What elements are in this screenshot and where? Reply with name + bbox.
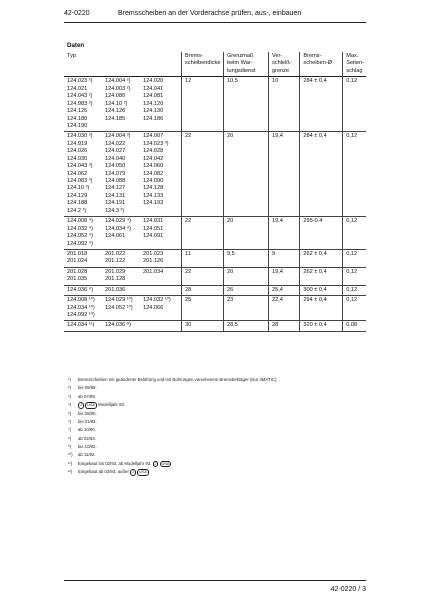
cell-types (64, 132, 182, 217)
type-code: 124.008 ¹⁰) (67, 297, 95, 304)
footnote-number: ⁷) (68, 427, 71, 433)
type-code: 124.120 (143, 100, 164, 107)
page-number: 42-0220 / 3 (330, 586, 366, 593)
market-badge: J (80, 403, 82, 408)
type-code: 124.003 ²) (105, 85, 131, 92)
cell-wear-limit: 9 (268, 249, 299, 267)
footnote (68, 460, 368, 468)
cell-runout: 0,12 (346, 250, 358, 257)
cell-diameter: 294 ± 0,4 (300, 296, 343, 321)
type-code: 124.052 ¹⁰) (105, 304, 133, 311)
type-code: 124.092 ⁴) (67, 240, 94, 247)
table-row (64, 267, 366, 285)
type-code: 124.092 ¹⁰) (67, 312, 95, 318)
footnote-number: ¹¹) (68, 460, 73, 466)
cell-service-limit: 28,5 (223, 321, 268, 331)
type-code: 201.029 (105, 268, 126, 275)
type-code: 124.128 (143, 185, 164, 192)
footer-rule (64, 580, 366, 581)
cell-wear-limit: 22,4 (268, 296, 299, 321)
data-table (64, 52, 366, 332)
type-code: 124.021 (67, 85, 88, 92)
cell-wear-limit: 10 (268, 77, 299, 132)
cell-runout: 0,08 (346, 322, 358, 329)
footnote-text: ab 07/89. (78, 393, 96, 399)
type-code: 124.020 (143, 78, 164, 85)
cell-diameter: 262 ± 0,4 (300, 267, 343, 285)
type-code: 124.028 (143, 148, 164, 155)
type-code: 124.062 (67, 170, 88, 177)
type-code: 124.081 (143, 93, 164, 100)
type-code: 124.041 (143, 85, 164, 92)
type-code: 124.10 ²) (105, 100, 128, 107)
type-code: 201.023 (143, 250, 164, 257)
market-badge: USA (139, 470, 148, 475)
cell-diameter: 300 ± 0,4 (300, 285, 343, 295)
market-badge: J (154, 461, 157, 466)
footnote-text: ab 10/90. (78, 427, 96, 433)
type-code: 124.022 (105, 140, 126, 147)
footnote-number: ⁹) (68, 444, 72, 449)
footnote (68, 376, 368, 384)
footnote-number: ⁶) (68, 418, 72, 424)
type-code: 124.008 ⁴) (67, 218, 94, 225)
cell-wear-limit: 19,4 (268, 267, 299, 285)
cell-service-limit: 23 (223, 296, 268, 321)
cell-diameter: 320 ± 0,4 (300, 321, 343, 331)
type-code: 201.122 (105, 258, 126, 265)
type-code: 201.126 (143, 258, 164, 265)
type-code: 124.3 ³) (105, 207, 125, 214)
type-code: 124.052 ⁴) (67, 233, 94, 240)
cell-types (64, 217, 182, 250)
footnote (68, 418, 368, 426)
type-code: 201.022 (105, 250, 126, 257)
cell-runout: 0,12 (346, 78, 358, 85)
type-code: 201.024 (67, 258, 88, 265)
cell-types (64, 321, 182, 331)
cell-types (64, 77, 182, 132)
footnote-text: bis 08/90. (78, 410, 97, 416)
footnote (68, 393, 368, 401)
type-code: 124.030 ³) (67, 133, 93, 140)
cell-thickness: 25 (182, 296, 224, 321)
cell-runout: 0,12 (346, 218, 358, 225)
footnote-number: ⁵) (68, 410, 72, 416)
column-header-wear-limit: Ver- schleiß- grenze (268, 52, 299, 77)
column-header-typ: Typ (64, 52, 182, 77)
type-code: 201.128 (105, 276, 126, 283)
type-code: 124.027 (105, 148, 126, 155)
table-row (64, 285, 366, 295)
cell-types (64, 296, 182, 321)
type-code: 124.186 (143, 115, 164, 122)
cell-thickness: 12 (182, 77, 224, 132)
type-code: 124.034 ⁴) (105, 225, 132, 232)
footnote (68, 468, 368, 476)
type-code: 124.026 (67, 148, 88, 155)
cell-diameter: 284 ± 0,4 (300, 77, 343, 132)
footnote-text: bis 06/89. (78, 385, 97, 391)
footnote-text: Bremsscheiben mit geänderter Belüftung und mit Bohrungen versehenem Bremsbelträger (Nur 4MATIC). (78, 377, 278, 382)
type-code: 124.133 (143, 192, 164, 199)
type-code: 124.191 (105, 200, 126, 207)
cell-runout: 0,12 (346, 286, 358, 293)
type-code: 124.034 ¹¹) (67, 322, 95, 329)
footnote-text: Eingebaut ab 03/93, außer (78, 469, 129, 475)
type-code: 124.034 ¹⁰) (67, 304, 95, 311)
type-code: 124.050 (105, 163, 126, 170)
type-code: 124.029 ¹⁰) (105, 297, 133, 304)
type-code: 124.061 (105, 233, 126, 240)
footnote (68, 384, 368, 392)
footnote-text: Modelljahr 93. (98, 402, 126, 408)
type-code: 124.082 (143, 170, 164, 177)
footnote-number: ⁴) (68, 402, 72, 408)
type-code: 201.018 (67, 250, 88, 257)
type-code: 124.032 ¹⁰) (143, 297, 171, 304)
type-code: 124.088 (105, 178, 126, 184)
page-title: Bremsscheiben an der Vorderachse prüfen, aus-, einbauen (118, 10, 302, 17)
type-code: 124.042 (143, 155, 164, 162)
table-row (64, 217, 366, 250)
type-code: 124.079 (105, 170, 126, 177)
doc-number: 42-0220 (64, 10, 90, 17)
table-row (64, 77, 366, 132)
cell-types (64, 285, 182, 295)
type-code: 124.126 (105, 108, 126, 115)
type-code: 124.080 (105, 93, 126, 100)
type-code: 124.125 (67, 108, 88, 115)
cell-diameter: 284 ± 0,4 (300, 132, 343, 217)
footnote-number: ¹) (68, 377, 71, 382)
footnote (68, 435, 368, 443)
type-code: 124.040 (105, 155, 126, 162)
table-row (64, 249, 366, 267)
page-footer (0, 580, 424, 600)
cell-thickness: 22 (182, 267, 224, 285)
footnote (68, 451, 368, 459)
table-header-row (64, 52, 366, 77)
type-code: 124.004 ²) (105, 78, 131, 85)
type-code: 124.023 ²) (67, 78, 93, 85)
type-code: 124.127 (105, 185, 126, 192)
table-row (64, 321, 366, 331)
footnote-number: ³) (68, 393, 71, 399)
header-rule (64, 22, 366, 23)
type-code: 124.130 (143, 108, 164, 115)
type-code: 124.023 ³) (143, 140, 169, 147)
type-code: 124.090 (143, 178, 164, 184)
type-code: 124.051 (143, 225, 164, 232)
cell-thickness: 28 (182, 285, 224, 295)
page-header (0, 0, 424, 20)
market-badge: USA (161, 461, 170, 466)
cell-service-limit: 20 (223, 217, 268, 250)
type-code: 124.043 ³) (67, 163, 93, 170)
type-code: 124.129 (67, 192, 88, 199)
type-code: 201.036 (105, 286, 126, 293)
footnote-text: ab 11/92. (78, 452, 96, 458)
type-code: 124.131 (105, 192, 126, 199)
footnote-text: bis 10/92. (78, 444, 97, 449)
cell-service-limit: 10,5 (223, 77, 268, 132)
cell-thickness: 11 (182, 249, 224, 267)
cell-service-limit: 20 (223, 267, 268, 285)
cell-runout: 0,12 (346, 297, 358, 304)
type-code: 201.028 (67, 268, 88, 275)
type-code: 124.185 (105, 115, 126, 122)
footnote-number: ⁸) (68, 435, 72, 441)
type-code: 124.066 (143, 304, 164, 311)
cell-service-limit: 9,5 (223, 249, 268, 267)
type-code: 124.043 ²) (67, 93, 93, 100)
footnote-text: ab 02/93. (78, 435, 96, 441)
footnote (68, 401, 368, 409)
cell-wear-limit: 19,4 (268, 217, 299, 250)
type-code: 124.004 ³) (105, 133, 131, 140)
column-header-diameter: Brems- scheiben-Ø (300, 52, 343, 77)
type-code: 124.193 (143, 200, 164, 207)
cell-diameter: 295-0.4 (300, 217, 343, 250)
type-code: 124.032 ⁴) (67, 225, 94, 232)
cell-wear-limit: 28 (268, 321, 299, 331)
type-code: 124.10 ³) (67, 185, 90, 192)
market-badge: USA (87, 403, 95, 408)
table-row (64, 296, 366, 321)
footnote-text: Eingebaut bis 02/93, ab Modelljahr 93. (78, 460, 152, 466)
type-code: 124.036 ⁸) (105, 322, 131, 329)
cell-runout: 0,12 (346, 133, 358, 140)
type-code: 124.180 (67, 115, 88, 122)
type-code: 201.034 (143, 268, 164, 275)
cell-runout: 0,12 (346, 268, 358, 275)
footnote-number: ²) (68, 385, 71, 391)
type-code: 124.083 ³) (67, 178, 93, 184)
type-code: 124.029 ⁴) (105, 218, 132, 225)
market-badge: J (132, 470, 134, 475)
footnote (68, 426, 368, 434)
type-code: 124.091 (143, 233, 164, 240)
type-code: 124.031 (143, 218, 164, 225)
footnote-text: bis 01/93. (78, 418, 97, 424)
type-code: 124.030 (67, 155, 88, 162)
section-title: Daten (67, 42, 85, 49)
column-header-runout: Max. Seiten- schlag (346, 53, 364, 74)
cell-types (64, 267, 182, 285)
type-code: 124.019 (67, 140, 88, 147)
cell-wear-limit: 19,4 (268, 132, 299, 217)
column-header-thickness: Brems- scheibendicke (182, 52, 224, 77)
cell-thickness: 22 (182, 217, 224, 250)
type-code: 124.060 (143, 163, 164, 170)
cell-thickness: 30 (182, 321, 224, 331)
type-code: 124.036 ⁹) (67, 286, 94, 293)
type-code: 124.083 ²) (67, 100, 93, 107)
table-row (64, 132, 366, 217)
cell-types (64, 249, 182, 267)
cell-diameter: 262 ± 0,4 (300, 249, 343, 267)
footnotes (68, 376, 368, 477)
type-code: 201.035 (67, 276, 88, 283)
type-code: 124.007 (143, 133, 164, 140)
footnote (68, 443, 368, 451)
cell-service-limit: 26 (223, 285, 268, 295)
cell-service-limit: 20 (223, 132, 268, 217)
type-code: 124.2 ³) (67, 207, 87, 214)
column-header-service-limit: Grenzmaß beim War- tungsdienst (223, 52, 268, 77)
cell-wear-limit: 25,4 (268, 285, 299, 295)
footnote-number: ¹²) (68, 469, 73, 475)
type-code: 124.188 (67, 200, 88, 207)
type-code: 124.190 (67, 122, 88, 129)
footnote-number: ¹⁰) (68, 452, 73, 458)
footnote (68, 410, 368, 418)
cell-thickness: 22 (182, 132, 224, 217)
